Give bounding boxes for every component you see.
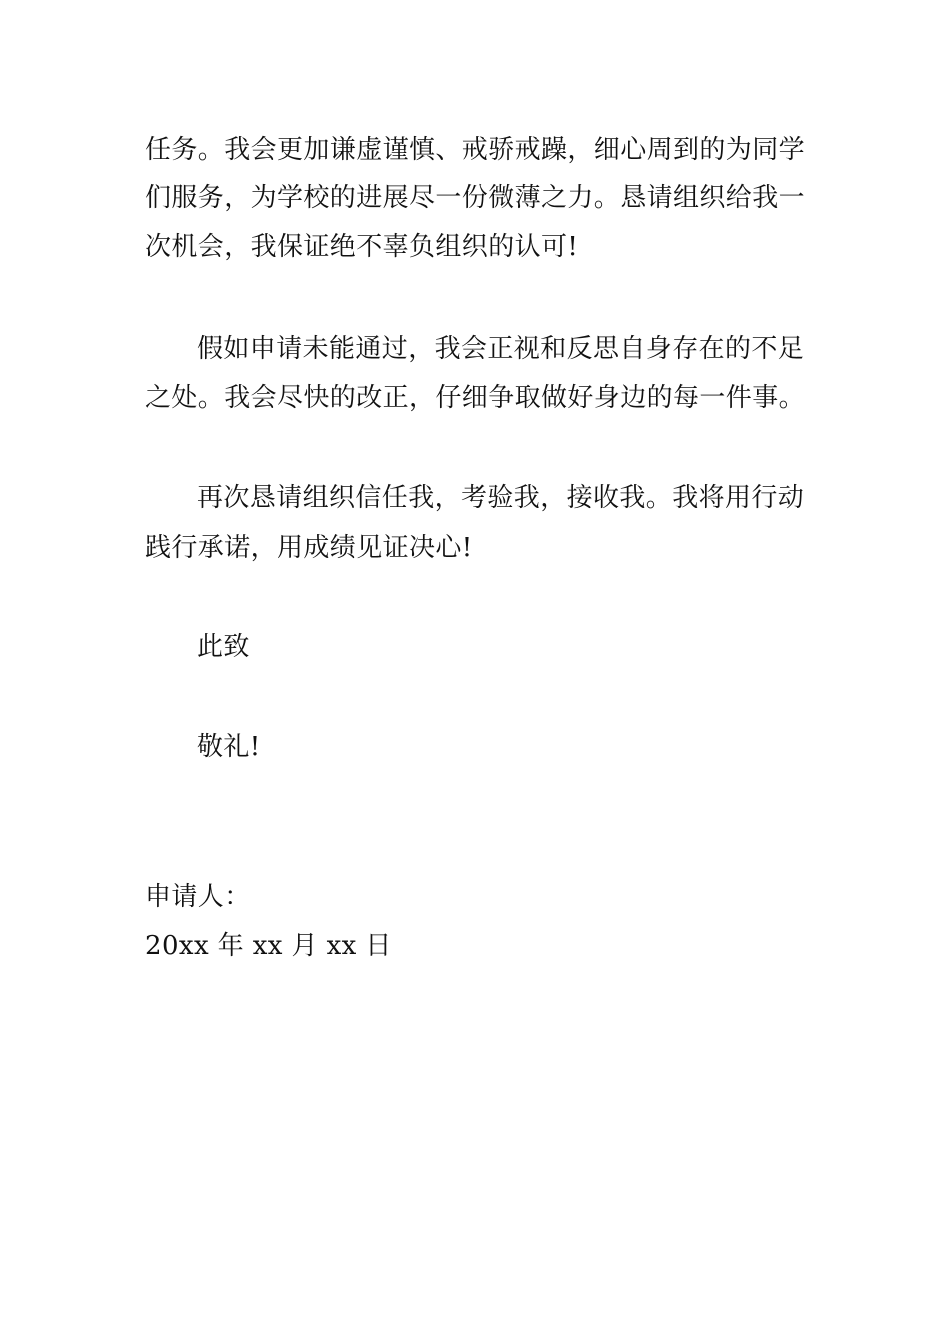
- paragraph-2-line-2: 之处。我会尽快的改正，仔细争取做好身边的每一件事。: [145, 383, 806, 413]
- paragraph-3-line-1: 再次恳请组织信任我，考验我，接收我。我将用行动: [197, 483, 805, 513]
- closing-text: 此致: [197, 632, 250, 662]
- paragraph-2-line-1: 假如申请未能通过，我会正视和反思自身存在的不足: [197, 334, 805, 364]
- paragraph-1-line-2: 们服务，为学校的进展尽一份微薄之力。恳请组织给我一: [145, 183, 806, 213]
- paragraph-3-line-2: 践行承诺，用成绩见证决心!: [145, 533, 473, 563]
- paragraph-1-line-3: 次机会，我保证绝不辜负组织的认可!: [145, 232, 579, 262]
- applicant-label: 申请人：: [145, 882, 251, 912]
- paragraph-1-line-1: 任务。我会更加谦虚谨慎、戒骄戒躁，细心周到的为同学: [145, 135, 806, 165]
- date-line: 20xx 年 xx 月 xx 日: [145, 931, 392, 961]
- salutation-text: 敬礼!: [197, 732, 261, 762]
